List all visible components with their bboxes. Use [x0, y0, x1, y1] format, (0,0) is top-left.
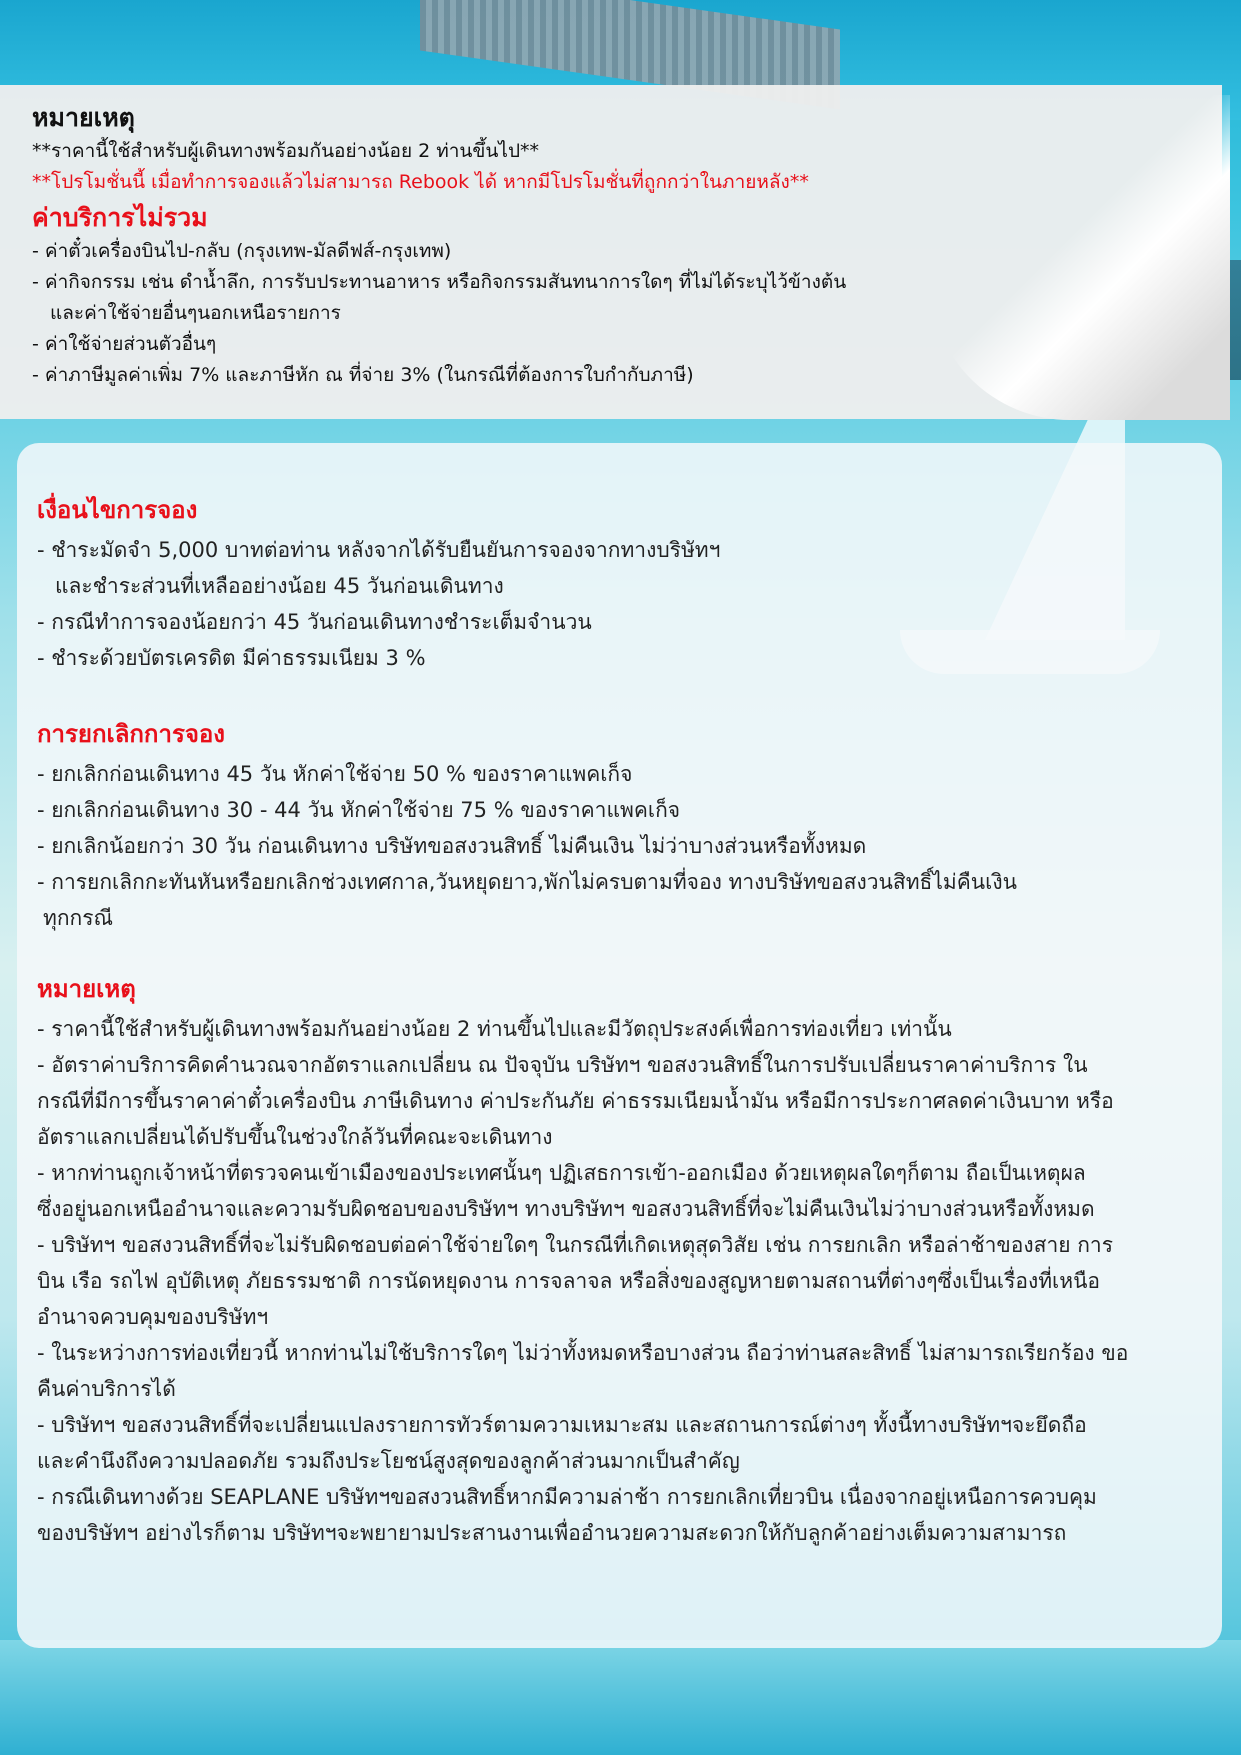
excluded-item: - ค่ากิจกรรม เช่น ดำน้ำลึก, การรับประทานอาหาร หรือกิจกรรมสันทนาการใดๆ ที่ไม่ได้ระบุไว้ข้างต้น — [32, 271, 847, 293]
remarks-line: - อัตราค่าบริการคิดคำนวณจากอัตราแลกเปลี่ยน ณ ปัจจุบัน บริษัทฯ ขอสงวนสิทธิ์ในการปรับเปลี่ยนราคาค่าบริการ ใน — [37, 1053, 1088, 1077]
cancellation-line: - ยกเลิกน้อยกว่า 30 วัน ก่อนเดินทาง บริษัทขอสงวนสิทธิ์ ไม่คืนเงิน ไม่ว่าบางส่วนหรือทั้งหมด — [37, 834, 867, 858]
cancellation-line: - การยกเลิกกะทันหันหรือยกเลิกช่วงเทศกาล,วันหยุดยาว,พักไม่ครบตามที่จอง ทางบริษัทขอสงวนสิทธิ์ไม่คืนเงิน — [37, 870, 1017, 894]
remarks-line: - บริษัทฯ ขอสงวนสิทธิ์ที่จะไม่รับผิดชอบต่อค่าใช้จ่ายใดๆ ในกรณีที่เกิดเหตุสุดวิสัย เช่น การยกเลิก หรือล่าช้าของสาย การ — [37, 1233, 1114, 1257]
remarks-line: - ในระหว่างการท่องเที่ยวนี้ หากท่านไม่ใช้บริการใดๆ ไม่ว่าทั้งหมดหรือบางส่วน ถือว่าท่านสละสิทธิ์ ไม่สามารถเรียกร้อง ขอ — [37, 1341, 1129, 1365]
remarks-line: อัตราแลกเปลี่ยนได้ปรับขึ้นในช่วงใกล้วันที่คณะจะเดินทาง — [37, 1125, 553, 1149]
booking-line: - กรณีทำการจองน้อยกว่า 45 วันก่อนเดินทางชำระเต็มจำนวน — [37, 610, 592, 634]
remarks-line: อำนาจควบคุมของบริษัทฯ — [37, 1305, 269, 1329]
excluded-title: ค่าบริการไม่รวม — [32, 203, 208, 232]
remarks-line: บิน เรือ รถไฟ อุบัติเหตุ ภัยธรรมชาติ การนัดหยุดงาน การจลาจล หรือสิ่งของสูญหายตามสถานที่ต่างๆซึ่งเป็นเรื่องที่เหนือ — [37, 1269, 1101, 1293]
remarks-line: และคำนึงถึงความปลอดภัย รวมถึงประโยชน์สูงสุดของลูกค้าส่วนมากเป็นสำคัญ — [37, 1449, 740, 1473]
cancellation-line: ทุกกรณี — [43, 906, 114, 930]
remarks-line: คืนค่าบริการได้ — [37, 1377, 176, 1401]
note-title: หมายเหตุ — [32, 103, 135, 132]
promo-warning: **โปรโมชั่นนี้ เมื่อทำการจองแล้วไม่สามารถ Rebook ได้ หากมีโปรโมชั่นที่ถูกกว่าในภายหลัง** — [32, 171, 809, 193]
booking-line: - ชำระด้วยบัตรเครดิต มีค่าธรรมเนียม 3 % — [37, 646, 426, 670]
excluded-item: - ค่าใช้จ่ายส่วนตัวอื่นๆ — [32, 333, 217, 355]
note-line: **ราคานี้ใช้สำหรับผู้เดินทางพร้อมกันอย่างน้อย 2 ท่านขึ้นไป** — [32, 140, 540, 162]
cancellation-line: - ยกเลิกก่อนเดินทาง 45 วัน หักค่าใช้จ่าย 50 % ของราคาแพคเก็จ — [37, 762, 633, 786]
remarks-title: หมายเหตุ — [37, 975, 136, 1003]
note-box-content — [32, 100, 1032, 391]
booking-line: - ชำระมัดจำ 5,000 บาทต่อท่าน หลังจากได้รับยืนยันการจองจากทางบริษัทฯ — [37, 538, 721, 562]
remarks-line: - ราคานี้ใช้สำหรับผู้เดินทางพร้อมกันอย่างน้อย 2 ท่านขึ้นไปและมีวัตถุประสงค์เพื่อการท่องเที่ยว เท่านั้น — [37, 1017, 952, 1041]
remarks-line: - กรณีเดินทางด้วย SEAPLANE บริษัทฯขอสงวนสิทธิ์หากมีความล่าช้า การยกเลิกเที่ยวบิน เนื่องจากอยู่เหนือการควบคุม — [37, 1485, 1097, 1509]
conditions-content — [37, 490, 1207, 1551]
remarks-line: - หากท่านถูกเจ้าหน้าที่ตรวจคนเข้าเมืองของประเทศนั้นๆ ปฏิเสธการเข้า-ออกเมือง ด้วยเหตุผลใดๆก็ตาม ถือเป็นเหตุผล — [37, 1161, 1086, 1185]
cancellation-title: การยกเลิกการจอง — [37, 720, 226, 748]
booking-line: และชำระส่วนที่เหลืออย่างน้อย 45 วันก่อนเดินทาง — [55, 574, 504, 598]
remarks-line: ซึ่งอยู่นอกเหนืออำนาจและความรับผิดชอบของบริษัทฯ ทางบริษัทฯ ขอสงวนสิทธิ์ที่จะไม่คืนเงินไม่ว่าบางส่วนหรือทั้งหมด — [37, 1197, 1095, 1221]
excluded-item: - ค่าตั๋วเครื่องบินไป-กลับ (กรุงเทพ-มัลดีฟส์-กรุงเทพ) — [32, 240, 452, 262]
remarks-line: ของบริษัทฯ อย่างไรก็ตาม บริษัทฯจะพยายามประสานงานเพื่ออำนวยความสะดวกให้กับลูกค้าอย่างเต็มความสามารถ — [37, 1521, 1067, 1545]
excluded-item: และค่าใช้จ่ายอื่นๆนอกเหนือรายการ — [50, 302, 341, 324]
cancellation-line: - ยกเลิกก่อนเดินทาง 30 - 44 วัน หักค่าใช้จ่าย 75 % ของราคาแพคเก็จ — [37, 798, 681, 822]
remarks-line: กรณีที่มีการขึ้นราคาค่าตั๋วเครื่องบิน ภาษีเดินทาง ค่าประกันภัย ค่าธรรมเนียมน้ำมัน หรือมีการประกาศลดค่าเงินบาท หรือ — [37, 1089, 1114, 1113]
excluded-item: - ค่าภาษีมูลค่าเพิ่ม 7% และภาษีหัก ณ ที่จ่าย 3% (ในกรณีที่ต้องการใบกำกับภาษี) — [32, 364, 694, 386]
booking-title: เงื่อนไขการจอง — [37, 496, 198, 524]
remarks-line: - บริษัทฯ ขอสงวนสิทธิ์ที่จะเปลี่ยนแปลงรายการทัวร์ตามความเหมาะสม และสถานการณ์ต่างๆ ทั้งนี้ทางบริษัทฯจะยึดถือ — [37, 1413, 1087, 1437]
background-sea-bottom — [0, 1640, 1241, 1755]
